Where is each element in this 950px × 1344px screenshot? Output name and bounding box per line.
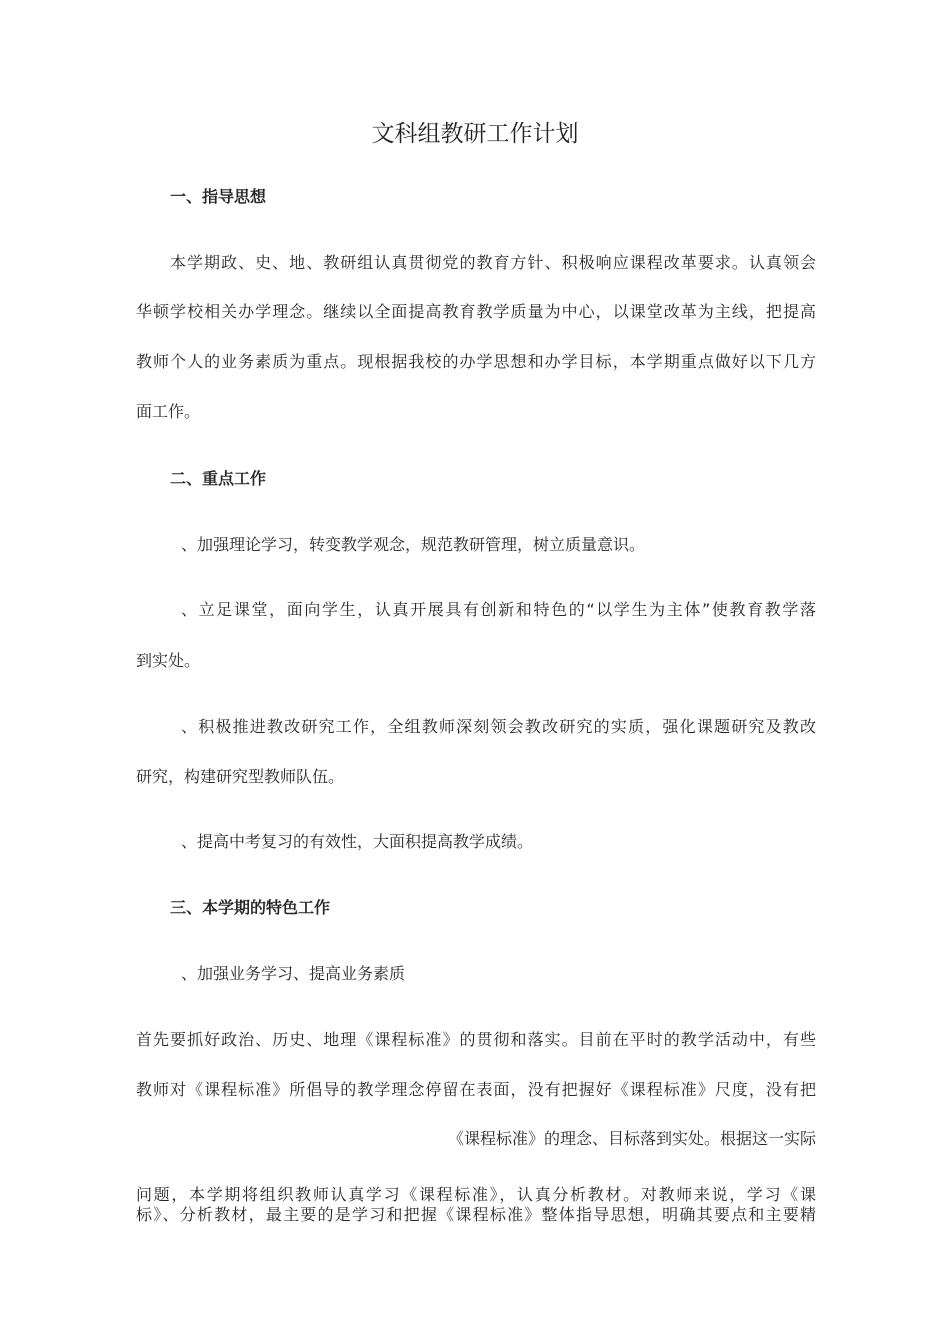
list-item: 、积极推进教改研究工作，全组教师深刻领会教改研究的实质，强化课题研究及教改	[181, 717, 816, 736]
paragraph-line: 面工作。	[136, 402, 201, 421]
paragraph-line: 标》、分析教材，最主要的是学习和把握《课程标准》整体指导思想，明确其要点和主要精	[136, 1205, 816, 1224]
section-heading-guiding-thought: 一、指导思想	[170, 187, 267, 206]
paragraph-line: 首先要抓好政治、历史、地理《课程标准》的贯彻和落实。目前在平时的教学活动中，有些	[136, 1030, 816, 1049]
document-title: 文科组教研工作计划	[371, 121, 579, 147]
paragraph-line: 华顿学校相关办学理念。继续以全面提高教育教学质量为中心，以课堂改革为主线，把提高	[136, 302, 816, 321]
list-item: 、加强理论学习，转变教学观念，规范教研管理，树立质量意识。	[181, 535, 646, 554]
section-heading-key-work: 二、重点工作	[170, 469, 267, 488]
list-item-continuation: 到实处。	[136, 651, 201, 670]
list-item: 、立足课堂，面向学生，认真开展具有创新和特色的“以学生为主体”使教育教学落	[181, 600, 816, 619]
paragraph-line: 本学期政、史、地、教研组认真贯彻党的教育方针、积极响应课程改革要求。认真领会	[170, 253, 816, 272]
list-item: 、提高中考复习的有效性，大面积提高教学成绩。	[181, 832, 534, 851]
paragraph-line: 教师对《课程标准》所倡导的教学理念停留在表面，没有把握好《课程标准》尺度，没有把	[136, 1080, 816, 1099]
list-item: 、加强业务学习、提高业务素质	[181, 964, 406, 983]
paragraph-line: 《课程标准》的理念、目标落到实处。根据这一实际	[447, 1129, 816, 1148]
section-heading-special-work: 三、本学期的特色工作	[170, 898, 331, 917]
paragraph-line: 教师个人的业务素质为重点。现根据我校的办学思想和办学目标，本学期重点做好以下几方	[136, 352, 816, 371]
paragraph-line: 问题，本学期将组织教师认真学习《课程标准》，认真分析教材。对教师来说，学习《课	[136, 1185, 816, 1204]
list-item-continuation: 研究，构建研究型教师队伍。	[136, 767, 345, 786]
